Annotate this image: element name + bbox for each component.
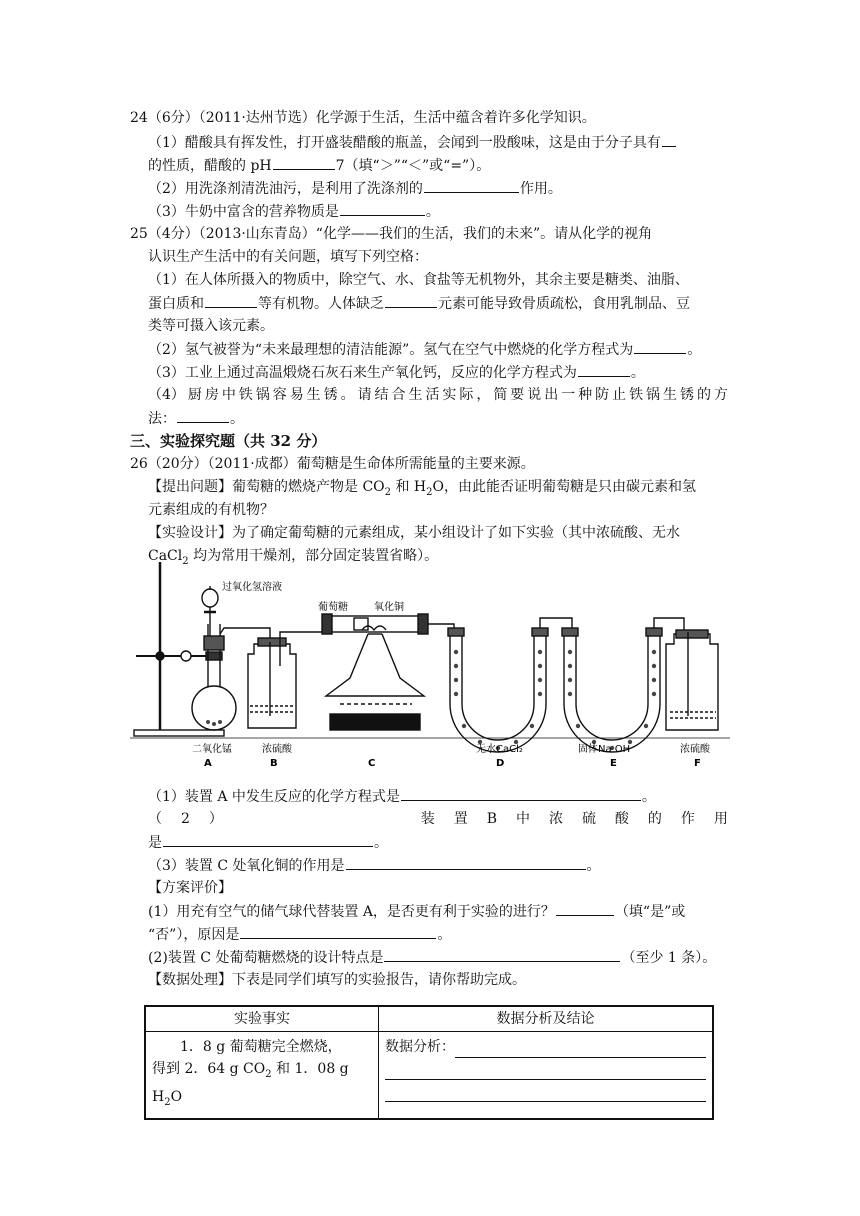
q25-part4-char: 活: [425, 387, 440, 403]
q25-title: 25（4分）（2013·山东青岛）“化学——我们的生活，我们的未来”。请从化学的视角: [130, 226, 653, 242]
q25-part4-char: 易: [289, 387, 304, 403]
q25-part3: （3）工业上通过高温煅烧石灰石来生产氧化钙，反应的化学方程式为 。: [148, 362, 645, 383]
answer-blank[interactable]: [385, 293, 437, 308]
label-cacl2: 无水CaCl₂: [476, 744, 523, 755]
q25-part4-cont: 法： 。: [148, 408, 244, 429]
q25-part4-char: 止: [612, 387, 627, 403]
q25-part4-char: 合: [391, 387, 406, 403]
q25-part2: （2）氢气被誉为“未来最理想的清洁能源”。氢气在空气中燃烧的化学方程式为 。: [148, 339, 701, 360]
q25-part4-char: 锅: [255, 387, 270, 403]
answer-blank[interactable]: [634, 339, 686, 354]
q24-part2: （2）用洗涤剂清洗油污，是利用了洗涤剂的 作用。: [148, 178, 562, 199]
label-a: A: [204, 758, 212, 769]
fact-line-1: 1．8 g 葡萄糖完全燃烧，: [180, 1039, 342, 1055]
label-naoh: 固体Na OH: [578, 744, 631, 755]
answer-blank[interactable]: [556, 901, 614, 916]
fact-line-2: 得到 2．64 g $CO_2$ 和 1．08 g $H_2O$: [152, 1061, 349, 1108]
q26-data-processing: 【数据处理】下表是同学们填写的实验报告，请你帮助完成。: [148, 972, 526, 988]
answer-blank[interactable]: [205, 293, 257, 308]
table-header: 实验事实: [145, 1006, 379, 1032]
section-heading: 三、实验探究题（共 32 分）: [130, 432, 327, 450]
q25-part4-char: 锈: [679, 387, 694, 403]
q25-part4-char: 种: [578, 387, 593, 403]
q25-part4-char: 请: [357, 387, 372, 403]
q25-part4-char: （4）: [148, 387, 185, 403]
q25-part4-char: 方: [713, 387, 728, 403]
q26-sub2-char: 酸: [614, 811, 629, 827]
q25-part1: （1）在人体所摄入的物质中，除空气、水、食盐等无机物外，其余主要是糖类、油脂、: [148, 272, 689, 288]
answer-line[interactable]: [455, 1036, 706, 1058]
q25-part4-char: 房: [204, 387, 219, 403]
answer-blank[interactable]: [240, 924, 436, 939]
q26-sub3: （3）装置 C 处氧化铜的作用是 。: [148, 855, 601, 876]
q26-sub2-char: 装: [420, 811, 435, 827]
q25-part4-char: 简: [493, 387, 508, 403]
q25-part4-char: 生: [306, 387, 321, 403]
q25-part4-char: 要: [510, 387, 525, 403]
q26-sub2-char: 浓: [548, 811, 563, 827]
analysis-label: 数据分析：: [385, 1039, 455, 1055]
label-c: C: [368, 758, 376, 769]
q25-part4-char: 说: [527, 387, 542, 403]
label-e: E: [610, 758, 617, 769]
stand-base: [134, 730, 224, 736]
apparatus-diagram: [124, 556, 734, 778]
q26-sub2-char: 用: [713, 811, 728, 827]
q26-sub2: [148, 809, 728, 829]
q25-part4-char: 容: [272, 387, 287, 403]
label-mno2: 二氧化锰: [192, 744, 232, 755]
q25-part4-char: 铁: [629, 387, 644, 403]
label-b: B: [270, 758, 278, 769]
q26-sub2-char: 2: [180, 811, 190, 827]
answer-line[interactable]: [385, 1058, 706, 1080]
q25-part4-char: 中: [221, 387, 236, 403]
answer-blank[interactable]: [346, 855, 586, 870]
answer-blank[interactable]: [340, 201, 425, 216]
q26-sub2-char: 中: [516, 811, 530, 827]
q26-design: 【实验设计】为了确定葡萄糖的元素组成，某小组设计了如下实验（其中浓硫酸、无水: [148, 525, 680, 541]
gap: [242, 809, 402, 829]
q26-sub2-char: B: [486, 811, 498, 827]
q26-title: 26（20分）（2011·成都）葡萄糖是生命体所需能量的主要来源。: [130, 456, 535, 472]
q25-part4-char: 实: [442, 387, 457, 403]
q25-part1-cont: 蛋白质和 等有机物。人体缺乏 元素可能导致骨质疏松，食用乳制品、豆: [148, 293, 690, 314]
answer-blank[interactable]: [578, 362, 630, 377]
table-row: [145, 1032, 713, 1119]
q26-question-cont: 元素组成的有机物？: [148, 502, 274, 518]
q24-part1: （1）醋酸具有挥发性，打开盛装醋酸的瓶盖，会闻到一股酸味，这是由于分子具有: [148, 132, 677, 153]
q25-title-cont: 认识生产生活中的有关问题，填写下列空格：: [148, 249, 428, 265]
analysis-cell[interactable]: [379, 1032, 714, 1119]
q25-part4-char: 生: [408, 387, 423, 403]
q25-part4-char: 锅: [646, 387, 661, 403]
fact-cell: [145, 1032, 379, 1119]
q25-part4-char: 。: [340, 387, 355, 403]
q25-part4-char: 铁: [238, 387, 253, 403]
q25-part4-char: 锈: [323, 387, 338, 403]
answer-blank[interactable]: [177, 408, 229, 423]
answer-blank[interactable]: [401, 786, 641, 801]
answer-blank[interactable]: [424, 178, 519, 193]
q26-eval1: (1）用充有空气的储气球代替装置 A，是否更有利于实验的进行？ （填“是”或: [148, 901, 685, 922]
q26-sub2-char: 的: [647, 811, 662, 827]
label-glucose: 葡萄糖: [318, 602, 348, 613]
table-header: 数据分析及结论: [379, 1006, 714, 1032]
label-h2so4-f: 浓硫酸: [680, 744, 710, 755]
q25-part4-char: 一: [561, 387, 576, 403]
answer-line[interactable]: [385, 1080, 706, 1102]
q25-part4-char: 结: [374, 387, 389, 403]
q26-sub1: （1）装置 A 中发生反应的化学方程式是 。: [148, 786, 656, 807]
table-header-row: [145, 1006, 713, 1032]
q25-part4-char: 防: [595, 387, 610, 403]
answer-blank[interactable]: [273, 155, 335, 170]
answer-blank[interactable]: [384, 947, 620, 962]
q25-part1-end: 类等可摄入该元素。: [148, 318, 274, 334]
q26-sub2-char: （: [148, 811, 162, 827]
q25-part4-char: 际: [459, 387, 474, 403]
q26-sub2-char: 作: [680, 811, 695, 827]
q26-eval1-cont: “否”），原因是 。: [148, 924, 451, 945]
answer-blank[interactable]: [163, 832, 373, 847]
label-h2so4-b: 浓硫酸: [262, 744, 292, 755]
q26-sub2-char: 置: [453, 811, 468, 827]
q26-design-cont: CaCl$_2$ 均为常用干燥剂，部分固定装置省略）。: [148, 548, 439, 567]
q25-part4-char: 生: [663, 387, 678, 403]
q25-part4-char: 出: [544, 387, 559, 403]
answer-blank[interactable]: [662, 132, 676, 147]
q24-title: 24（6分）（2011·达州节选）化学源于生活，生活中蕴含着许多化学知识。: [130, 110, 596, 126]
label-h2o2: 过氧化氢溶液: [222, 582, 282, 593]
q26-sub2-cont: 是 。: [148, 832, 388, 853]
q26-eval2: (2)装置 C 处葡萄糖燃烧的设计特点是 （至少 1 条）。: [148, 947, 716, 968]
q24-part3: （3）牛奶中富含的营养物质是 。: [148, 201, 440, 222]
label-d: D: [496, 758, 505, 769]
q26-sub2-char: 硫: [581, 811, 596, 827]
q26-question: 【提出问题】葡萄糖的燃烧产物是 $CO_2$ 和 $H_2O$，由此能否证明葡萄糖是只由碳元素和氢: [148, 479, 696, 498]
label-cuo: 氧化铜: [374, 602, 404, 613]
label-f: F: [694, 758, 701, 769]
q26-evaluation: 【方案评价】: [148, 880, 232, 896]
q24-part1-cont: 的性质，醋酸的 pH 7（填“＞”“＜”或“=”）。: [148, 155, 490, 176]
q25-part4-char: 的: [696, 387, 711, 403]
q25-part4-char: 厨: [187, 387, 202, 403]
q26-sub2-char: ）: [208, 811, 223, 827]
q25-part4: [148, 385, 728, 405]
report-table: [144, 1005, 714, 1120]
q25-part4-char: ，: [476, 387, 491, 403]
